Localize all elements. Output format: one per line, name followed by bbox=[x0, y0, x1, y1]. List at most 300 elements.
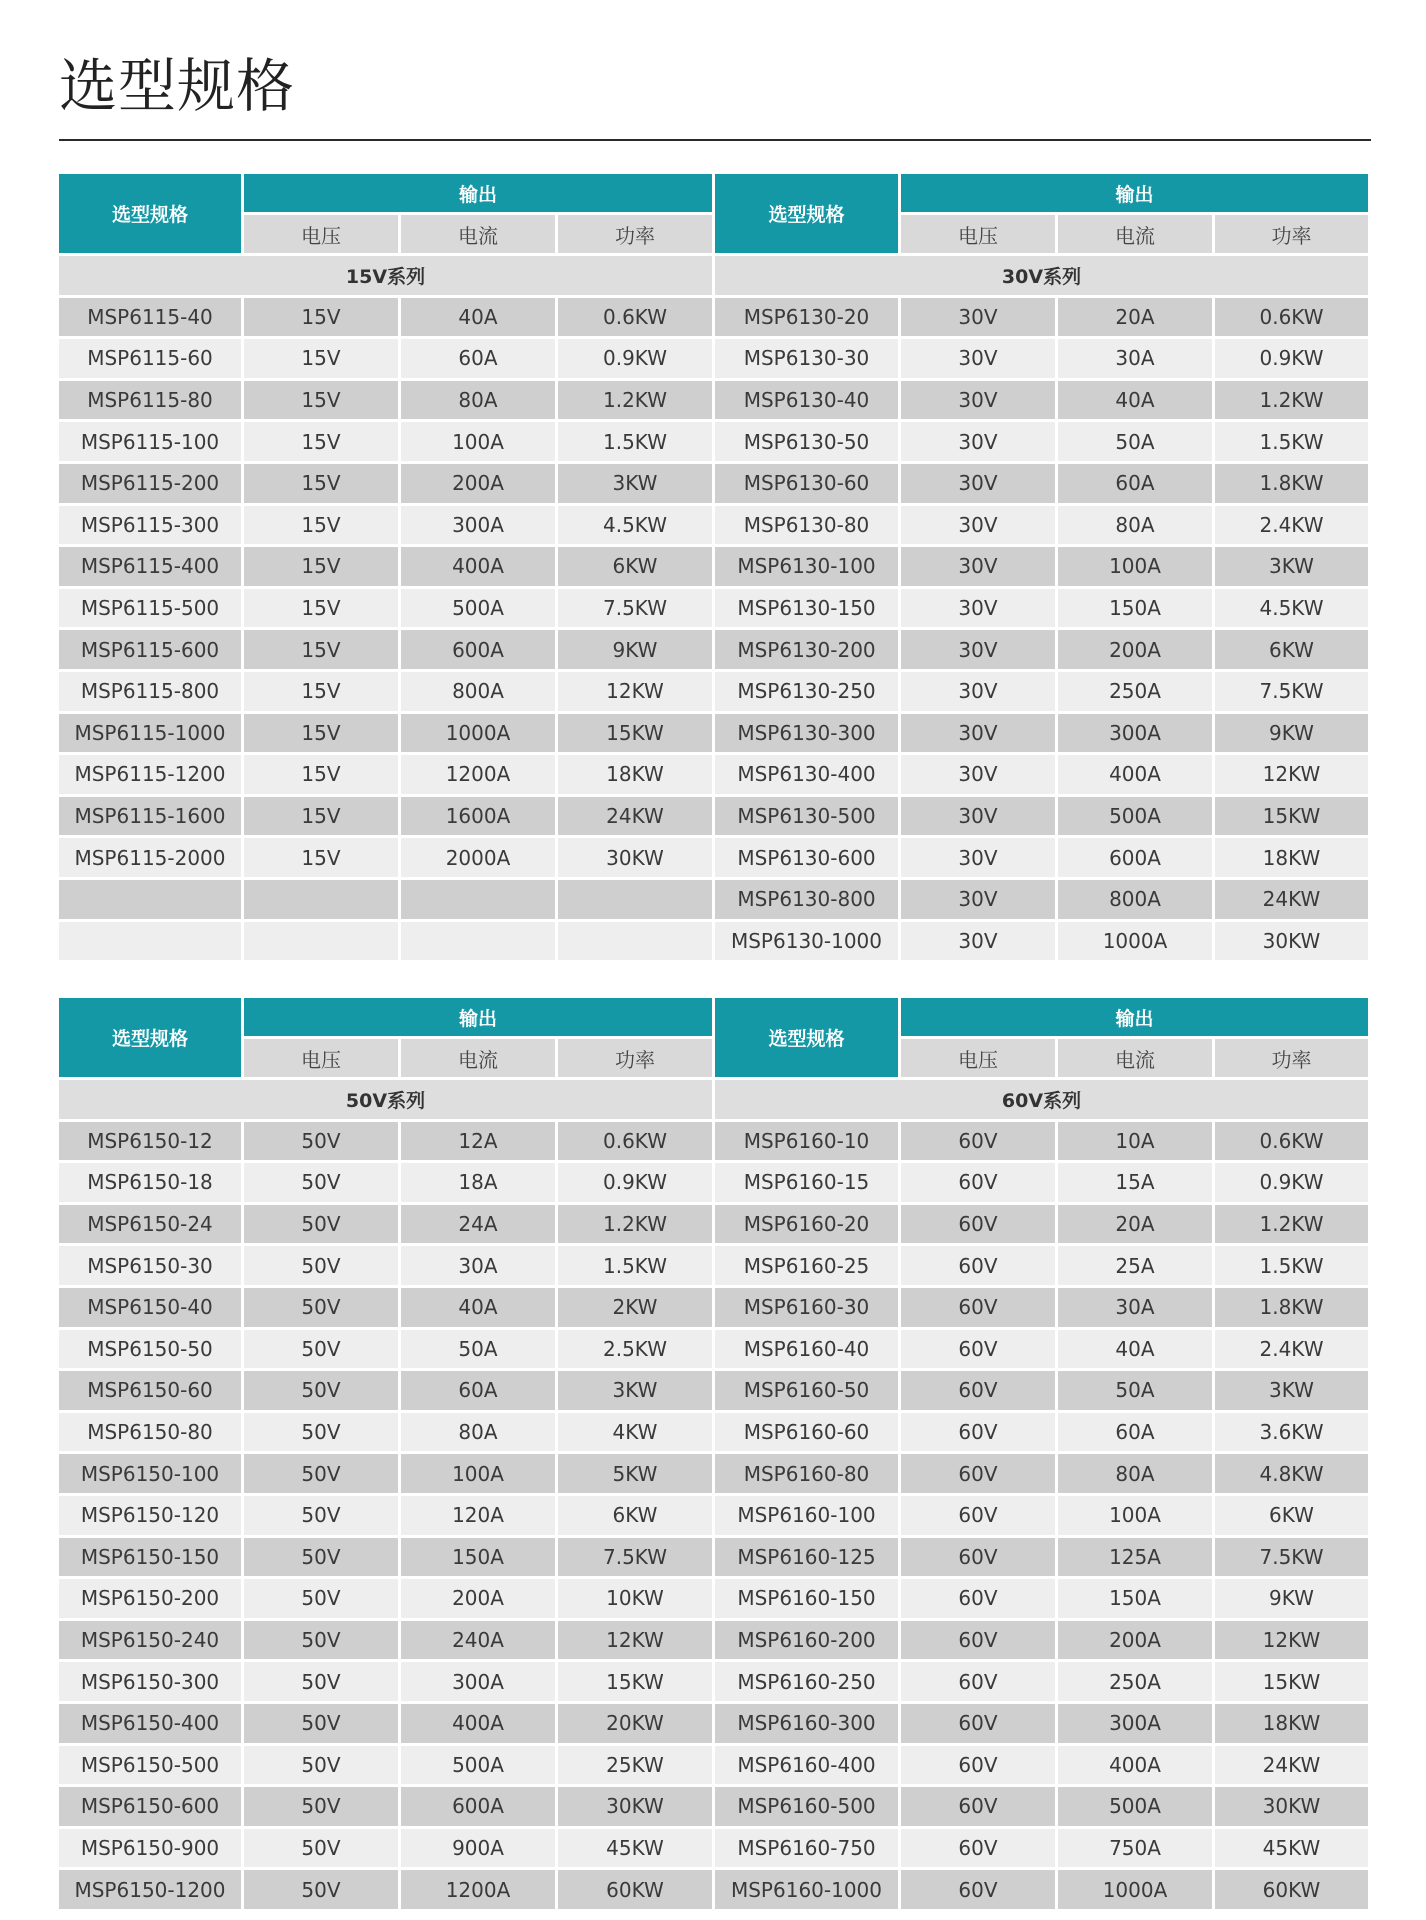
voltage-cell: 30V bbox=[901, 672, 1055, 711]
voltage-cell: 30V bbox=[901, 714, 1055, 753]
spec-table-bottom bbox=[59, 998, 1371, 1909]
current-cell: 400A bbox=[1058, 755, 1212, 794]
model-cell: MSP6150-240 bbox=[59, 1621, 241, 1660]
current-cell: 15A bbox=[1058, 1163, 1212, 1202]
current-cell: 25A bbox=[1058, 1246, 1212, 1285]
model-cell: MSP6160-400 bbox=[715, 1746, 898, 1785]
model-cell: MSP6115-1200 bbox=[59, 755, 241, 794]
power-cell: 24KW bbox=[1215, 1746, 1368, 1785]
model-cell: MSP6130-50 bbox=[715, 422, 898, 461]
voltage-cell: 60V bbox=[901, 1829, 1055, 1868]
title-divider bbox=[59, 139, 1371, 141]
power-cell: 4.5KW bbox=[558, 506, 712, 545]
voltage-cell: 15V bbox=[244, 298, 398, 337]
current-cell: 900A bbox=[401, 1829, 555, 1868]
voltage-cell: 60V bbox=[901, 1662, 1055, 1701]
current-cell: 100A bbox=[401, 422, 555, 461]
current-cell: 500A bbox=[401, 589, 555, 628]
power-cell: 1.5KW bbox=[1215, 422, 1368, 461]
power-header: 功率 bbox=[558, 1039, 712, 1077]
voltage-cell: 60V bbox=[901, 1579, 1055, 1618]
voltage-cell: 60V bbox=[901, 1746, 1055, 1785]
voltage-cell: 50V bbox=[244, 1454, 398, 1493]
page-title: 选型规格 bbox=[59, 52, 296, 120]
current-cell: 50A bbox=[401, 1330, 555, 1369]
model-cell: MSP6160-50 bbox=[715, 1371, 898, 1410]
power-cell: 12KW bbox=[1215, 755, 1368, 794]
current-cell: 800A bbox=[401, 672, 555, 711]
current-cell: 20A bbox=[1058, 298, 1212, 337]
power-cell: 7.5KW bbox=[1215, 672, 1368, 711]
voltage-cell: 15V bbox=[244, 381, 398, 420]
current-cell: 200A bbox=[401, 464, 555, 503]
voltage-cell: 30V bbox=[901, 755, 1055, 794]
voltage-cell: 30V bbox=[901, 589, 1055, 628]
model-cell: MSP6130-400 bbox=[715, 755, 898, 794]
voltage-cell: 30V bbox=[901, 922, 1055, 961]
power-cell: 2KW bbox=[558, 1288, 712, 1327]
model-cell: MSP6130-80 bbox=[715, 506, 898, 545]
current-cell: 120A bbox=[401, 1496, 555, 1535]
model-cell: MSP6160-1000 bbox=[715, 1870, 898, 1909]
current-cell: 600A bbox=[401, 630, 555, 669]
spec-header: 选型规格 bbox=[59, 174, 241, 253]
output-header: 输出 bbox=[244, 174, 712, 212]
power-cell: 12KW bbox=[558, 672, 712, 711]
voltage-cell: 60V bbox=[901, 1787, 1055, 1826]
power-cell: 2.4KW bbox=[1215, 1330, 1368, 1369]
power-cell: 18KW bbox=[558, 755, 712, 794]
model-cell: MSP6150-120 bbox=[59, 1496, 241, 1535]
voltage-cell: 60V bbox=[901, 1454, 1055, 1493]
model-cell: MSP6150-200 bbox=[59, 1579, 241, 1618]
power-cell: 1.5KW bbox=[558, 1246, 712, 1285]
current-cell: 30A bbox=[1058, 339, 1212, 378]
power-cell: 30KW bbox=[1215, 1787, 1368, 1826]
current-cell: 60A bbox=[401, 339, 555, 378]
current-cell: 300A bbox=[1058, 714, 1212, 753]
voltage-cell: 60V bbox=[901, 1288, 1055, 1327]
voltage-cell: 30V bbox=[901, 298, 1055, 337]
current-cell: 300A bbox=[401, 506, 555, 545]
output-header: 输出 bbox=[244, 998, 712, 1036]
power-cell: 12KW bbox=[558, 1621, 712, 1660]
model-cell: MSP6115-600 bbox=[59, 630, 241, 669]
power-cell: 15KW bbox=[1215, 1662, 1368, 1701]
output-header: 输出 bbox=[901, 174, 1368, 212]
model-cell: MSP6130-20 bbox=[715, 298, 898, 337]
power-cell: 15KW bbox=[558, 714, 712, 753]
model-cell: MSP6160-60 bbox=[715, 1413, 898, 1452]
voltage-header: 电压 bbox=[244, 1039, 398, 1077]
power-cell: 3KW bbox=[1215, 547, 1368, 586]
voltage-cell: 60V bbox=[901, 1621, 1055, 1660]
voltage-cell: 50V bbox=[244, 1787, 398, 1826]
model-cell: MSP6150-300 bbox=[59, 1662, 241, 1701]
current-cell: 500A bbox=[1058, 1787, 1212, 1826]
power-cell: 9KW bbox=[1215, 1579, 1368, 1618]
current-cell: 400A bbox=[401, 1704, 555, 1743]
power-cell: 1.2KW bbox=[1215, 1205, 1368, 1244]
power-cell: 0.6KW bbox=[558, 1122, 712, 1161]
model-cell: MSP6130-250 bbox=[715, 672, 898, 711]
current-cell: 300A bbox=[1058, 1704, 1212, 1743]
power-cell: 1.5KW bbox=[1215, 1246, 1368, 1285]
model-cell: MSP6130-150 bbox=[715, 589, 898, 628]
model-cell: MSP6160-15 bbox=[715, 1163, 898, 1202]
current-cell: 1000A bbox=[401, 714, 555, 753]
current-header: 电流 bbox=[401, 215, 555, 253]
current-cell: 80A bbox=[401, 1413, 555, 1452]
current-cell: 30A bbox=[401, 1246, 555, 1285]
power-cell: 5KW bbox=[558, 1454, 712, 1493]
power-cell: 1.2KW bbox=[558, 1205, 712, 1244]
voltage-cell: 30V bbox=[901, 381, 1055, 420]
model-cell: MSP6150-12 bbox=[59, 1122, 241, 1161]
model-cell: MSP6150-24 bbox=[59, 1205, 241, 1244]
current-cell: 80A bbox=[1058, 1454, 1212, 1493]
power-cell: 30KW bbox=[558, 838, 712, 877]
power-cell: 1.2KW bbox=[558, 381, 712, 420]
current-cell: 200A bbox=[1058, 1621, 1212, 1660]
voltage-cell: 15V bbox=[244, 797, 398, 836]
current-cell: 150A bbox=[1058, 589, 1212, 628]
power-cell: 3KW bbox=[1215, 1371, 1368, 1410]
current-cell: 80A bbox=[401, 381, 555, 420]
current-cell bbox=[401, 922, 555, 961]
power-cell: 12KW bbox=[1215, 1621, 1368, 1660]
model-cell bbox=[59, 922, 241, 961]
current-header: 电流 bbox=[1058, 1039, 1212, 1077]
model-cell: MSP6160-200 bbox=[715, 1621, 898, 1660]
voltage-cell: 50V bbox=[244, 1163, 398, 1202]
voltage-cell: 15V bbox=[244, 672, 398, 711]
power-cell: 1.5KW bbox=[558, 422, 712, 461]
model-cell: MSP6130-200 bbox=[715, 630, 898, 669]
power-cell: 0.9KW bbox=[558, 339, 712, 378]
power-cell bbox=[558, 880, 712, 919]
power-cell: 6KW bbox=[1215, 1496, 1368, 1535]
model-cell: MSP6160-750 bbox=[715, 1829, 898, 1868]
current-cell: 300A bbox=[401, 1662, 555, 1701]
current-cell: 40A bbox=[401, 298, 555, 337]
model-cell: MSP6160-80 bbox=[715, 1454, 898, 1493]
model-cell: MSP6150-1200 bbox=[59, 1870, 241, 1909]
current-cell: 400A bbox=[401, 547, 555, 586]
model-cell: MSP6160-500 bbox=[715, 1787, 898, 1826]
power-cell: 30KW bbox=[1215, 922, 1368, 961]
model-cell: MSP6150-18 bbox=[59, 1163, 241, 1202]
power-cell: 24KW bbox=[558, 797, 712, 836]
power-cell: 1.8KW bbox=[1215, 464, 1368, 503]
model-cell: MSP6130-600 bbox=[715, 838, 898, 877]
model-cell: MSP6115-200 bbox=[59, 464, 241, 503]
model-cell: MSP6150-50 bbox=[59, 1330, 241, 1369]
current-cell: 150A bbox=[1058, 1579, 1212, 1618]
power-cell: 3.6KW bbox=[1215, 1413, 1368, 1452]
current-cell: 750A bbox=[1058, 1829, 1212, 1868]
model-cell: MSP6130-40 bbox=[715, 381, 898, 420]
spec-header: 选型规格 bbox=[59, 998, 241, 1077]
voltage-cell: 60V bbox=[901, 1413, 1055, 1452]
power-cell: 1.2KW bbox=[1215, 381, 1368, 420]
power-cell: 6KW bbox=[558, 1496, 712, 1535]
power-cell: 2.5KW bbox=[558, 1330, 712, 1369]
voltage-cell: 50V bbox=[244, 1496, 398, 1535]
voltage-cell: 50V bbox=[244, 1746, 398, 1785]
power-cell: 1.8KW bbox=[1215, 1288, 1368, 1327]
voltage-cell: 50V bbox=[244, 1621, 398, 1660]
spec-table-top bbox=[59, 174, 1371, 960]
current-cell: 150A bbox=[401, 1538, 555, 1577]
model-cell: MSP6150-500 bbox=[59, 1746, 241, 1785]
voltage-cell: 60V bbox=[901, 1163, 1055, 1202]
power-cell: 18KW bbox=[1215, 1704, 1368, 1743]
series-label: 60V系列 bbox=[715, 1080, 1368, 1119]
power-cell: 15KW bbox=[1215, 797, 1368, 836]
current-cell: 80A bbox=[1058, 506, 1212, 545]
voltage-cell: 15V bbox=[244, 464, 398, 503]
power-cell: 7.5KW bbox=[558, 589, 712, 628]
current-cell: 200A bbox=[401, 1579, 555, 1618]
model-cell: MSP6115-80 bbox=[59, 381, 241, 420]
power-cell: 0.6KW bbox=[1215, 298, 1368, 337]
voltage-cell: 50V bbox=[244, 1538, 398, 1577]
voltage-cell: 50V bbox=[244, 1662, 398, 1701]
power-cell: 0.9KW bbox=[1215, 339, 1368, 378]
model-cell: MSP6130-60 bbox=[715, 464, 898, 503]
model-cell: MSP6115-100 bbox=[59, 422, 241, 461]
voltage-cell bbox=[244, 880, 398, 919]
current-cell: 125A bbox=[1058, 1538, 1212, 1577]
model-cell: MSP6150-80 bbox=[59, 1413, 241, 1452]
model-cell: MSP6160-125 bbox=[715, 1538, 898, 1577]
power-cell: 0.9KW bbox=[1215, 1163, 1368, 1202]
power-cell: 24KW bbox=[1215, 880, 1368, 919]
voltage-cell: 15V bbox=[244, 589, 398, 628]
power-header: 功率 bbox=[1215, 215, 1368, 253]
current-cell: 1000A bbox=[1058, 922, 1212, 961]
model-cell: MSP6115-800 bbox=[59, 672, 241, 711]
voltage-cell: 15V bbox=[244, 422, 398, 461]
model-cell: MSP6150-100 bbox=[59, 1454, 241, 1493]
power-cell: 9KW bbox=[558, 630, 712, 669]
model-cell bbox=[59, 880, 241, 919]
model-cell: MSP6150-40 bbox=[59, 1288, 241, 1327]
power-cell: 60KW bbox=[1215, 1870, 1368, 1909]
model-cell: MSP6115-40 bbox=[59, 298, 241, 337]
power-cell: 0.6KW bbox=[558, 298, 712, 337]
voltage-cell: 60V bbox=[901, 1205, 1055, 1244]
spec-header: 选型规格 bbox=[715, 998, 898, 1077]
power-cell: 3KW bbox=[558, 1371, 712, 1410]
voltage-cell: 50V bbox=[244, 1122, 398, 1161]
model-cell: MSP6160-10 bbox=[715, 1122, 898, 1161]
power-cell: 60KW bbox=[558, 1870, 712, 1909]
model-cell: MSP6150-900 bbox=[59, 1829, 241, 1868]
power-cell: 7.5KW bbox=[1215, 1538, 1368, 1577]
model-cell: MSP6150-150 bbox=[59, 1538, 241, 1577]
voltage-cell: 15V bbox=[244, 755, 398, 794]
series-label: 50V系列 bbox=[59, 1080, 712, 1119]
model-cell: MSP6130-300 bbox=[715, 714, 898, 753]
power-header: 功率 bbox=[558, 215, 712, 253]
current-cell: 100A bbox=[401, 1454, 555, 1493]
current-cell: 1200A bbox=[401, 755, 555, 794]
voltage-cell: 15V bbox=[244, 547, 398, 586]
power-cell: 2.4KW bbox=[1215, 506, 1368, 545]
voltage-cell: 60V bbox=[901, 1496, 1055, 1535]
model-cell: MSP6130-500 bbox=[715, 797, 898, 836]
voltage-header: 电压 bbox=[244, 215, 398, 253]
power-cell: 45KW bbox=[1215, 1829, 1368, 1868]
voltage-cell: 30V bbox=[901, 797, 1055, 836]
model-cell: MSP6150-600 bbox=[59, 1787, 241, 1826]
voltage-cell: 30V bbox=[901, 630, 1055, 669]
voltage-cell: 30V bbox=[901, 838, 1055, 877]
current-cell: 60A bbox=[1058, 1413, 1212, 1452]
power-cell: 10KW bbox=[558, 1579, 712, 1618]
power-cell: 15KW bbox=[558, 1662, 712, 1701]
model-cell: MSP6150-400 bbox=[59, 1704, 241, 1743]
model-cell: MSP6160-40 bbox=[715, 1330, 898, 1369]
voltage-cell: 50V bbox=[244, 1579, 398, 1618]
power-cell: 0.6KW bbox=[1215, 1122, 1368, 1161]
model-cell: MSP6115-2000 bbox=[59, 838, 241, 877]
power-header: 功率 bbox=[1215, 1039, 1368, 1077]
voltage-cell: 50V bbox=[244, 1870, 398, 1909]
current-cell: 500A bbox=[1058, 797, 1212, 836]
power-cell: 4KW bbox=[558, 1413, 712, 1452]
power-cell: 6KW bbox=[1215, 630, 1368, 669]
voltage-cell: 30V bbox=[901, 547, 1055, 586]
model-cell: MSP6130-800 bbox=[715, 880, 898, 919]
current-cell: 100A bbox=[1058, 547, 1212, 586]
current-cell: 400A bbox=[1058, 1746, 1212, 1785]
voltage-cell: 50V bbox=[244, 1704, 398, 1743]
current-cell: 1600A bbox=[401, 797, 555, 836]
current-cell: 250A bbox=[1058, 1662, 1212, 1701]
model-cell: MSP6130-1000 bbox=[715, 922, 898, 961]
power-cell: 7.5KW bbox=[558, 1538, 712, 1577]
current-cell: 1200A bbox=[401, 1870, 555, 1909]
power-cell bbox=[558, 922, 712, 961]
power-cell: 4.5KW bbox=[1215, 589, 1368, 628]
voltage-header: 电压 bbox=[901, 1039, 1055, 1077]
voltage-cell: 60V bbox=[901, 1122, 1055, 1161]
current-cell: 200A bbox=[1058, 630, 1212, 669]
model-cell: MSP6115-300 bbox=[59, 506, 241, 545]
current-cell: 250A bbox=[1058, 672, 1212, 711]
voltage-cell: 50V bbox=[244, 1246, 398, 1285]
power-cell: 9KW bbox=[1215, 714, 1368, 753]
model-cell: MSP6130-30 bbox=[715, 339, 898, 378]
power-cell: 18KW bbox=[1215, 838, 1368, 877]
model-cell: MSP6160-30 bbox=[715, 1288, 898, 1327]
model-cell: MSP6130-100 bbox=[715, 547, 898, 586]
voltage-cell: 50V bbox=[244, 1829, 398, 1868]
voltage-cell: 30V bbox=[901, 464, 1055, 503]
model-cell: MSP6115-60 bbox=[59, 339, 241, 378]
current-cell: 20A bbox=[1058, 1205, 1212, 1244]
voltage-cell: 15V bbox=[244, 506, 398, 545]
voltage-cell: 50V bbox=[244, 1413, 398, 1452]
current-cell: 800A bbox=[1058, 880, 1212, 919]
voltage-cell: 60V bbox=[901, 1330, 1055, 1369]
current-cell: 240A bbox=[401, 1621, 555, 1660]
power-cell: 20KW bbox=[558, 1704, 712, 1743]
voltage-cell: 50V bbox=[244, 1330, 398, 1369]
voltage-cell: 50V bbox=[244, 1288, 398, 1327]
model-cell: MSP6160-150 bbox=[715, 1579, 898, 1618]
voltage-cell bbox=[244, 922, 398, 961]
voltage-cell: 60V bbox=[901, 1704, 1055, 1743]
model-cell: MSP6160-300 bbox=[715, 1704, 898, 1743]
current-header: 电流 bbox=[401, 1039, 555, 1077]
current-header: 电流 bbox=[1058, 215, 1212, 253]
voltage-cell: 50V bbox=[244, 1205, 398, 1244]
voltage-cell: 30V bbox=[901, 880, 1055, 919]
model-cell: MSP6115-1000 bbox=[59, 714, 241, 753]
power-cell: 4.8KW bbox=[1215, 1454, 1368, 1493]
voltage-cell: 15V bbox=[244, 838, 398, 877]
voltage-cell: 60V bbox=[901, 1371, 1055, 1410]
current-cell: 600A bbox=[401, 1787, 555, 1826]
current-cell: 50A bbox=[1058, 1371, 1212, 1410]
voltage-cell: 60V bbox=[901, 1538, 1055, 1577]
current-cell: 2000A bbox=[401, 838, 555, 877]
model-cell: MSP6160-100 bbox=[715, 1496, 898, 1535]
voltage-cell: 30V bbox=[901, 339, 1055, 378]
power-cell: 0.9KW bbox=[558, 1163, 712, 1202]
power-cell: 6KW bbox=[558, 547, 712, 586]
current-cell bbox=[401, 880, 555, 919]
voltage-header: 电压 bbox=[901, 215, 1055, 253]
model-cell: MSP6150-60 bbox=[59, 1371, 241, 1410]
spec-header: 选型规格 bbox=[715, 174, 898, 253]
voltage-cell: 60V bbox=[901, 1870, 1055, 1909]
voltage-cell: 30V bbox=[901, 506, 1055, 545]
voltage-cell: 15V bbox=[244, 714, 398, 753]
current-cell: 12A bbox=[401, 1122, 555, 1161]
model-cell: MSP6160-20 bbox=[715, 1205, 898, 1244]
current-cell: 60A bbox=[401, 1371, 555, 1410]
voltage-cell: 30V bbox=[901, 422, 1055, 461]
power-cell: 30KW bbox=[558, 1787, 712, 1826]
current-cell: 24A bbox=[401, 1205, 555, 1244]
current-cell: 50A bbox=[1058, 422, 1212, 461]
current-cell: 500A bbox=[401, 1746, 555, 1785]
current-cell: 40A bbox=[1058, 1330, 1212, 1369]
current-cell: 1000A bbox=[1058, 1870, 1212, 1909]
voltage-cell: 15V bbox=[244, 339, 398, 378]
current-cell: 100A bbox=[1058, 1496, 1212, 1535]
current-cell: 600A bbox=[1058, 838, 1212, 877]
voltage-cell: 50V bbox=[244, 1371, 398, 1410]
model-cell: MSP6115-500 bbox=[59, 589, 241, 628]
current-cell: 60A bbox=[1058, 464, 1212, 503]
model-cell: MSP6150-30 bbox=[59, 1246, 241, 1285]
power-cell: 3KW bbox=[558, 464, 712, 503]
current-cell: 10A bbox=[1058, 1122, 1212, 1161]
voltage-cell: 60V bbox=[901, 1246, 1055, 1285]
current-cell: 40A bbox=[1058, 381, 1212, 420]
model-cell: MSP6160-250 bbox=[715, 1662, 898, 1701]
voltage-cell: 15V bbox=[244, 630, 398, 669]
series-label: 30V系列 bbox=[715, 256, 1368, 295]
model-cell: MSP6160-25 bbox=[715, 1246, 898, 1285]
power-cell: 45KW bbox=[558, 1829, 712, 1868]
